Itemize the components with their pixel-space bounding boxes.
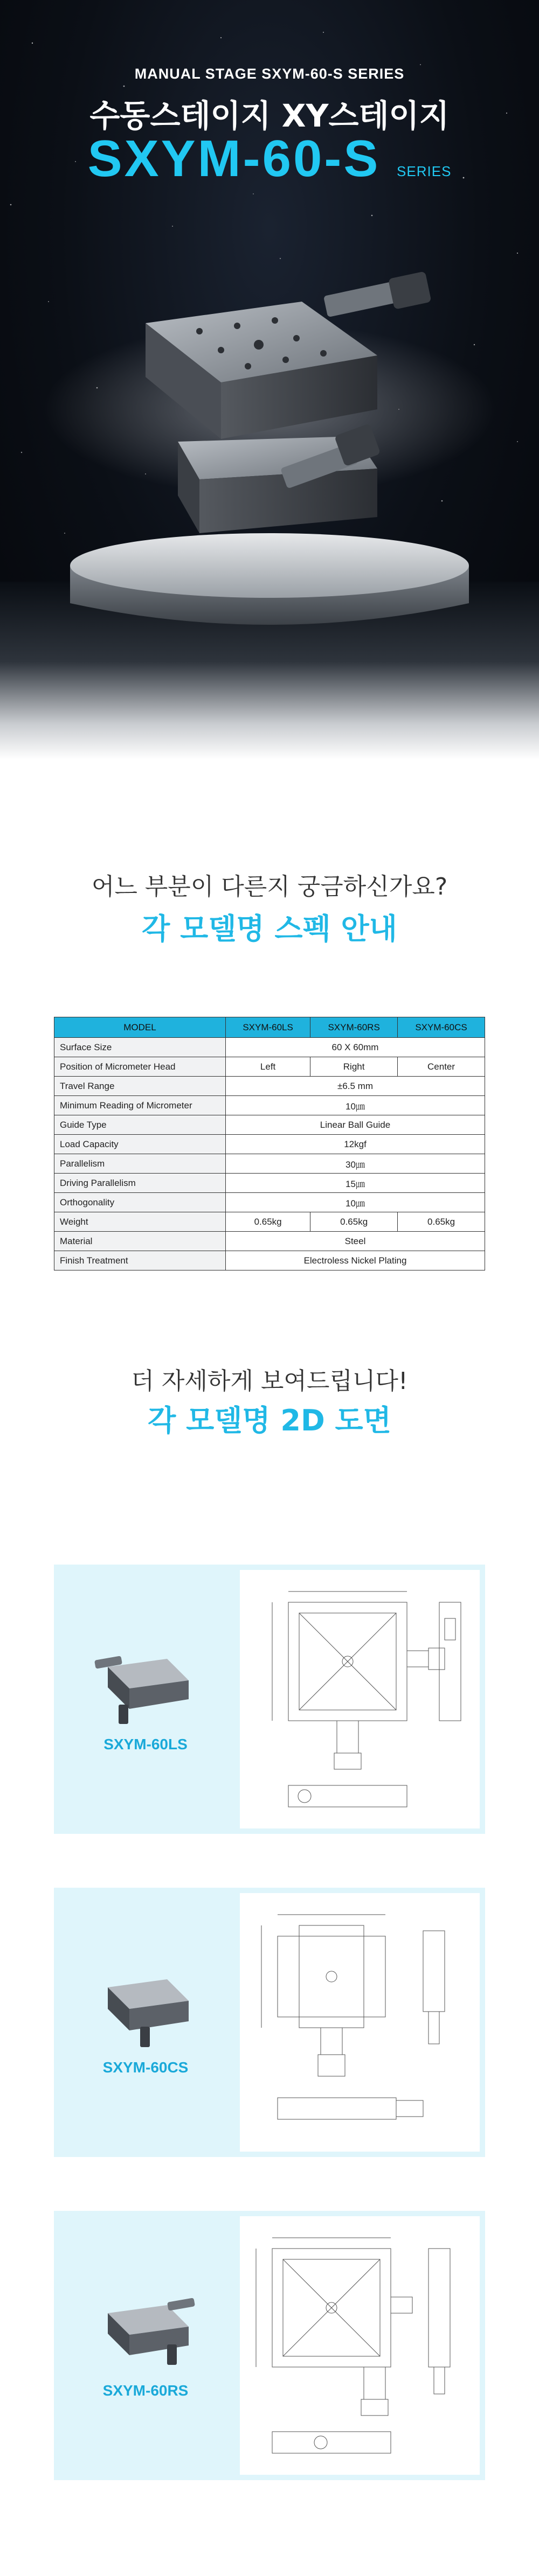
- hero-subtitle: MANUAL STAGE SXYM-60-S SERIES: [134, 66, 405, 82]
- table-row: [54, 1038, 485, 1057]
- stage-thumbnail-image: [86, 2281, 205, 2372]
- spec-table-header: [54, 1017, 485, 1038]
- row-value: Left: [226, 1057, 310, 1077]
- stage-thumbnail-image: [86, 1958, 205, 2049]
- table-row: [54, 1174, 485, 1193]
- row-label: Minimum Reading of Micrometer: [54, 1096, 226, 1115]
- table-row: [54, 1212, 485, 1232]
- drawing-question: 더 자세하게 보여드립니다!: [131, 1367, 408, 1395]
- table-row: [54, 1077, 485, 1096]
- 2d-technical-drawing: [240, 1893, 480, 2152]
- drawing-panel-60cs: [54, 1888, 485, 2157]
- row-value: 15㎛: [226, 1174, 485, 1193]
- drawing-heading: 각 모델명 2D 도면: [148, 1404, 391, 1437]
- table-row: [54, 1096, 485, 1115]
- model-label: SXYM-60LS: [103, 1736, 188, 1753]
- row-value: 12kgf: [226, 1135, 485, 1154]
- 2d-drawing-sheet: [240, 2216, 480, 2475]
- row-value: Electroless Nickel Plating: [226, 1251, 485, 1270]
- table-row: [54, 1135, 485, 1154]
- row-value: 10㎛: [226, 1096, 485, 1115]
- 2d-drawing-sheet: [240, 1570, 480, 1828]
- model-label: SXYM-60CS: [102, 2059, 189, 2076]
- col-header-60rs: SXYM-60RS: [310, 1017, 398, 1038]
- row-value: 0.65kg: [310, 1212, 398, 1232]
- hero-title: 수동스테이지 XY스테이지: [89, 97, 450, 134]
- drawing-panel-60ls: [54, 1565, 485, 1834]
- spec-heading: 각 모델명 스펙 안내: [142, 912, 397, 946]
- row-label: Position of Micrometer Head: [54, 1057, 226, 1077]
- row-label: Weight: [54, 1212, 226, 1232]
- series-label: SERIES: [397, 163, 452, 179]
- row-label: Material: [54, 1232, 226, 1251]
- col-header-60cs: SXYM-60CS: [398, 1017, 485, 1038]
- row-value: ±6.5 mm: [226, 1077, 485, 1096]
- row-value: Center: [398, 1057, 485, 1077]
- row-label: Parallelism: [54, 1154, 226, 1174]
- drawing-panel-60rs: [54, 2211, 485, 2480]
- row-label: Travel Range: [54, 1077, 226, 1096]
- table-row: [54, 1232, 485, 1251]
- row-label: Load Capacity: [54, 1135, 226, 1154]
- spec-table: [54, 1017, 485, 1270]
- col-header-60ls: SXYM-60LS: [226, 1017, 310, 1038]
- xy-stage-product-image: [0, 215, 539, 657]
- row-label: Driving Parallelism: [54, 1174, 226, 1193]
- spec-question: 어느 부분이 다른지 궁금하신가요?: [91, 873, 448, 900]
- 2d-technical-drawing: [240, 1570, 480, 1828]
- row-value: 60 X 60mm: [226, 1038, 485, 1057]
- hero-model-name: [0, 129, 539, 189]
- row-value: 0.65kg: [226, 1212, 310, 1232]
- row-value: Steel: [226, 1232, 485, 1251]
- table-row: [54, 1154, 485, 1174]
- row-label: Orthogonality: [54, 1193, 226, 1212]
- row-label: Guide Type: [54, 1115, 226, 1135]
- model-code: SXYM-60-S: [87, 130, 381, 187]
- row-label: Surface Size: [54, 1038, 226, 1057]
- table-row: [54, 1251, 485, 1270]
- table-row: [54, 1115, 485, 1135]
- row-value: 0.65kg: [398, 1212, 485, 1232]
- row-label: Finish Treatment: [54, 1251, 226, 1270]
- row-value: 10㎛: [226, 1193, 485, 1212]
- table-row: [54, 1193, 485, 1212]
- stage-thumbnail-image: [86, 1635, 205, 1726]
- hero-banner: [0, 0, 539, 759]
- row-value: 30㎛: [226, 1154, 485, 1174]
- model-label: SXYM-60RS: [102, 2382, 189, 2399]
- row-value: Linear Ball Guide: [226, 1115, 485, 1135]
- 2d-technical-drawing: [240, 2216, 480, 2475]
- col-header-model: MODEL: [54, 1017, 226, 1038]
- table-row: [54, 1057, 485, 1077]
- 2d-drawing-sheet: [240, 1893, 480, 2152]
- row-value: Right: [310, 1057, 398, 1077]
